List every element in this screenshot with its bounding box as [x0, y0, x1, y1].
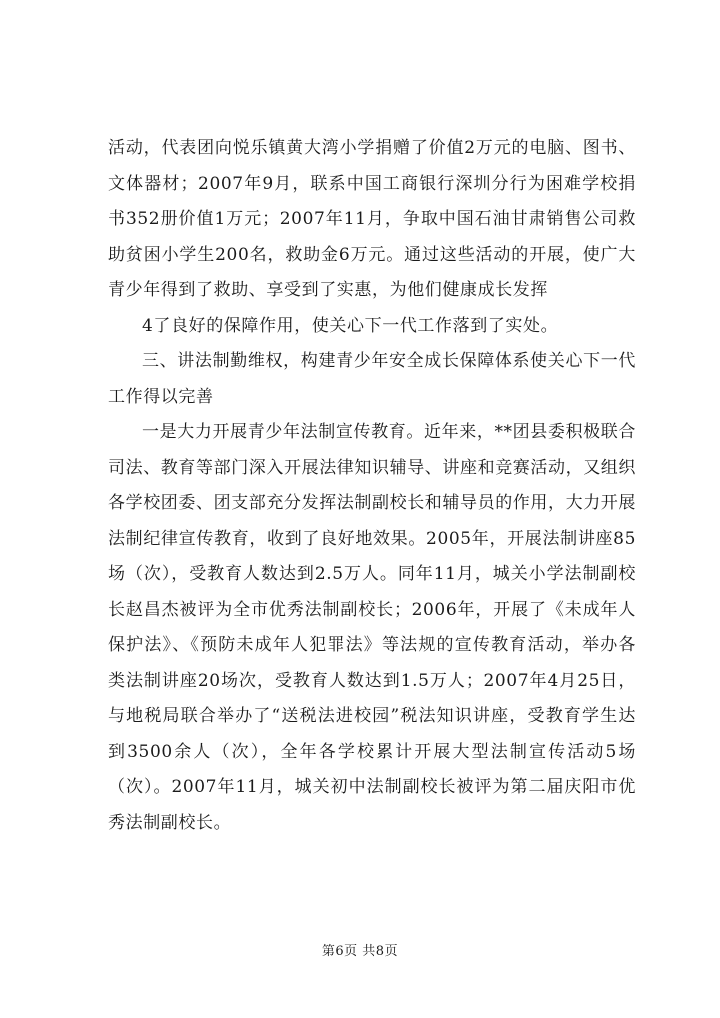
page-number-footer: 第6页 共8页 — [321, 944, 399, 959]
section-heading: 三、讲法制勤维权，构建青少年安全成长保障体系使关心下一代工作得以完善 — [108, 351, 636, 407]
paragraph-conclusion: 4了良好的保障作用，使关心下一代工作落到了实处。 — [142, 315, 559, 336]
paragraph-legal-education: 一是大力开展青少年法制宣传教育。近年来，**团县委积极联合司法、教育等部门深入开展法律知识辅导、讲座和竞赛活动，又组织各学校团委、团支部充分发挥法制副校长和辅导员的作用，大力开展法制纪律宣传教育，收到了良好地效果。2005年，开展法制讲座85场（次），受教育人数达到2.5万人。同年11月，城关小学法制副校长赵昌杰被评为全市优秀法制副校长；2006年，开展了《未成年人保护法》、《预防未成年人犯罪法》等法规的宣传教育活动，举办各类法制讲座20场次，受教育人数达到1.5万人；2007年4月25日，与地税局联合举办了“送税法进校园”税法知识讲座，受教育学生达到3500余人（次），全年各学校累计开展大型法制宣传活动5场（次）。2007年11月，城关初中法制副校长被评为第二届庆阳市优秀法制副校长。 — [108, 422, 636, 833]
paragraph-continuation: 活动，代表团向悦乐镇黄大湾小学捐赠了价值2万元的电脑、图书、文体器材；2007年9月，联系中国工商银行深圳分行为困难学校捐书352册价值1万元；2007年11月，争取中国石油甘肃销售公司救助贫困小学生200名，救助金6万元。通过这些活动的开展，使广大青少年得到了救助、享受到了实惠，为他们健康成长发挥 — [108, 138, 636, 300]
document-body — [108, 131, 636, 841]
